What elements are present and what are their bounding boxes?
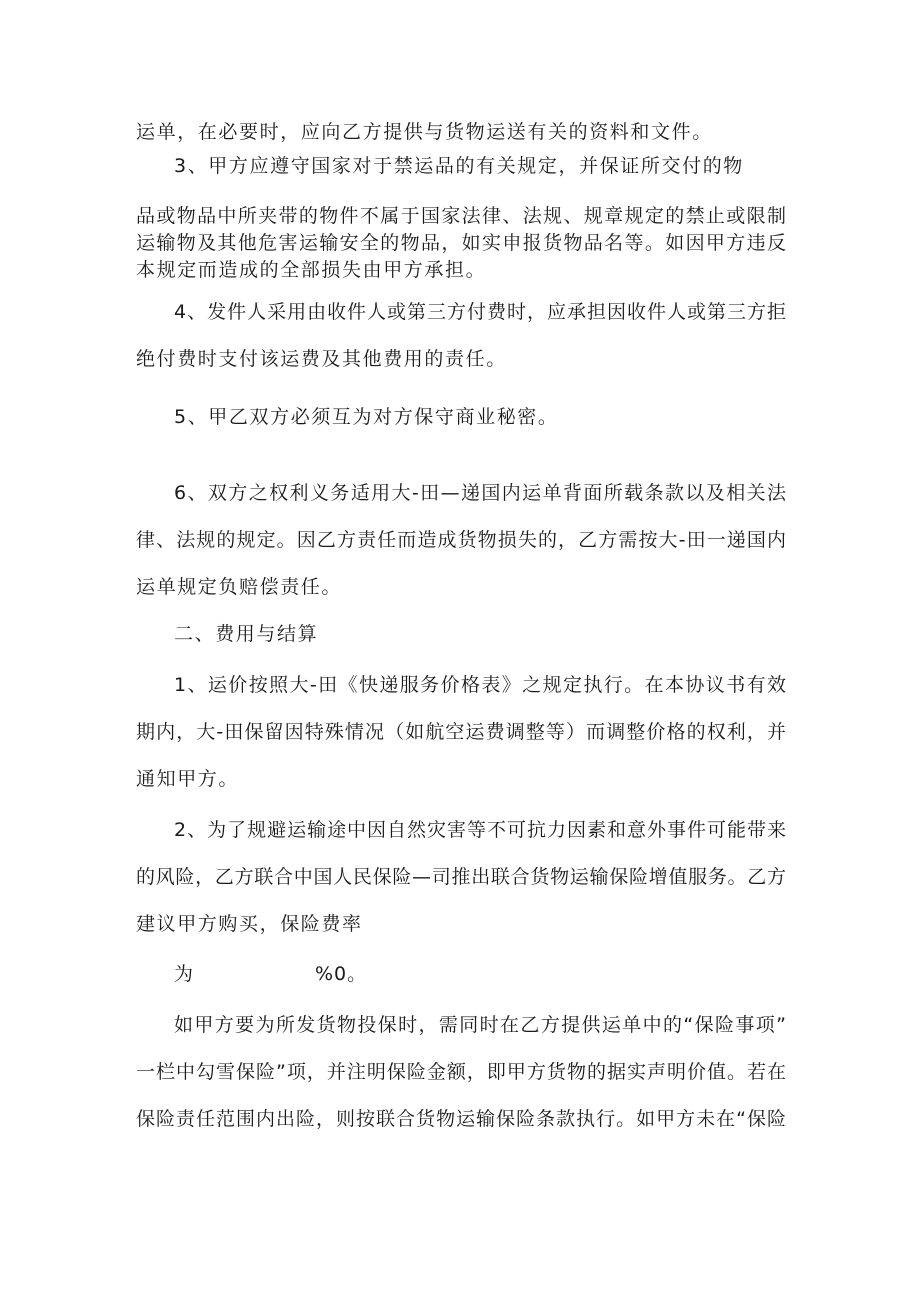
text-line: 4、发件人采用由收件人或第三方付费时，应承担因收件人或第三方拒 [174, 301, 786, 323]
text-line: 绝付费时支付该运费及其他费用的责任。 [136, 348, 507, 370]
text-line: 本规定而造成的全部损失由甲方承担。 [136, 259, 487, 281]
text-line: 运输物及其他危害运输安全的物品，如实申报货物品名等。如因甲方违反 [136, 232, 786, 254]
text-line: 运单，在必要时，应向乙方提供与货物运送有关的资料和文件。 [136, 121, 713, 143]
text-line: 如甲方要为所发货物投保时，需同时在乙方提供运单中的“保险事项” [174, 1014, 786, 1036]
text-line: 通知甲方。 [136, 768, 240, 790]
text-line: 保险责任范围内出险，则按联合货物运输保险条款执行。如甲方未在“保险 [136, 1108, 786, 1130]
text-line: 5、甲乙双方必须互为对方保守商业秘密。 [174, 406, 559, 428]
text-line: 期内，大-田保留因特殊情况（如航空运费调整等）而调整价格的权利，并 [136, 721, 786, 743]
section-heading: 二、费用与结算 [174, 623, 319, 645]
text-line: 建议甲方购买，保险费率 [136, 913, 363, 935]
text-line: 运单规定负赔偿责任。 [136, 576, 343, 598]
text-line: 品或物品中所夹带的物件不属于国家法律、法规、规章规定的禁止或限制 [136, 205, 786, 227]
text-line: 一栏中勾雪保险”项，并注明保险金额，即甲方货物的据实声明价值。若在 [136, 1061, 786, 1083]
text-line: 为 [174, 963, 195, 985]
text-line: 的风险，乙方联合中国人民保险—司推出联合货物运输保险增值服务。乙方 [136, 866, 786, 888]
text-line: 6、双方之权利义务适用大-田—递国内运单背面所载条款以及相关法 [174, 482, 786, 504]
text-line: 2、为了规避运输途中因自然灾害等不可抗力因素和意外事件可能带来 [174, 819, 786, 841]
text-line: 3、甲方应遵守国家对于禁运品的有关规定，并保证所交付的物 [174, 155, 744, 177]
rate-value: %0。 [315, 963, 368, 985]
text-line: 律、法规的规定。因乙方责任而造成货物损失的，乙方需按大-田一递国内 [136, 529, 786, 551]
text-line: 1、运价按照大-田《快递服务价格表》之规定执行。在本协议书有效 [174, 674, 786, 696]
